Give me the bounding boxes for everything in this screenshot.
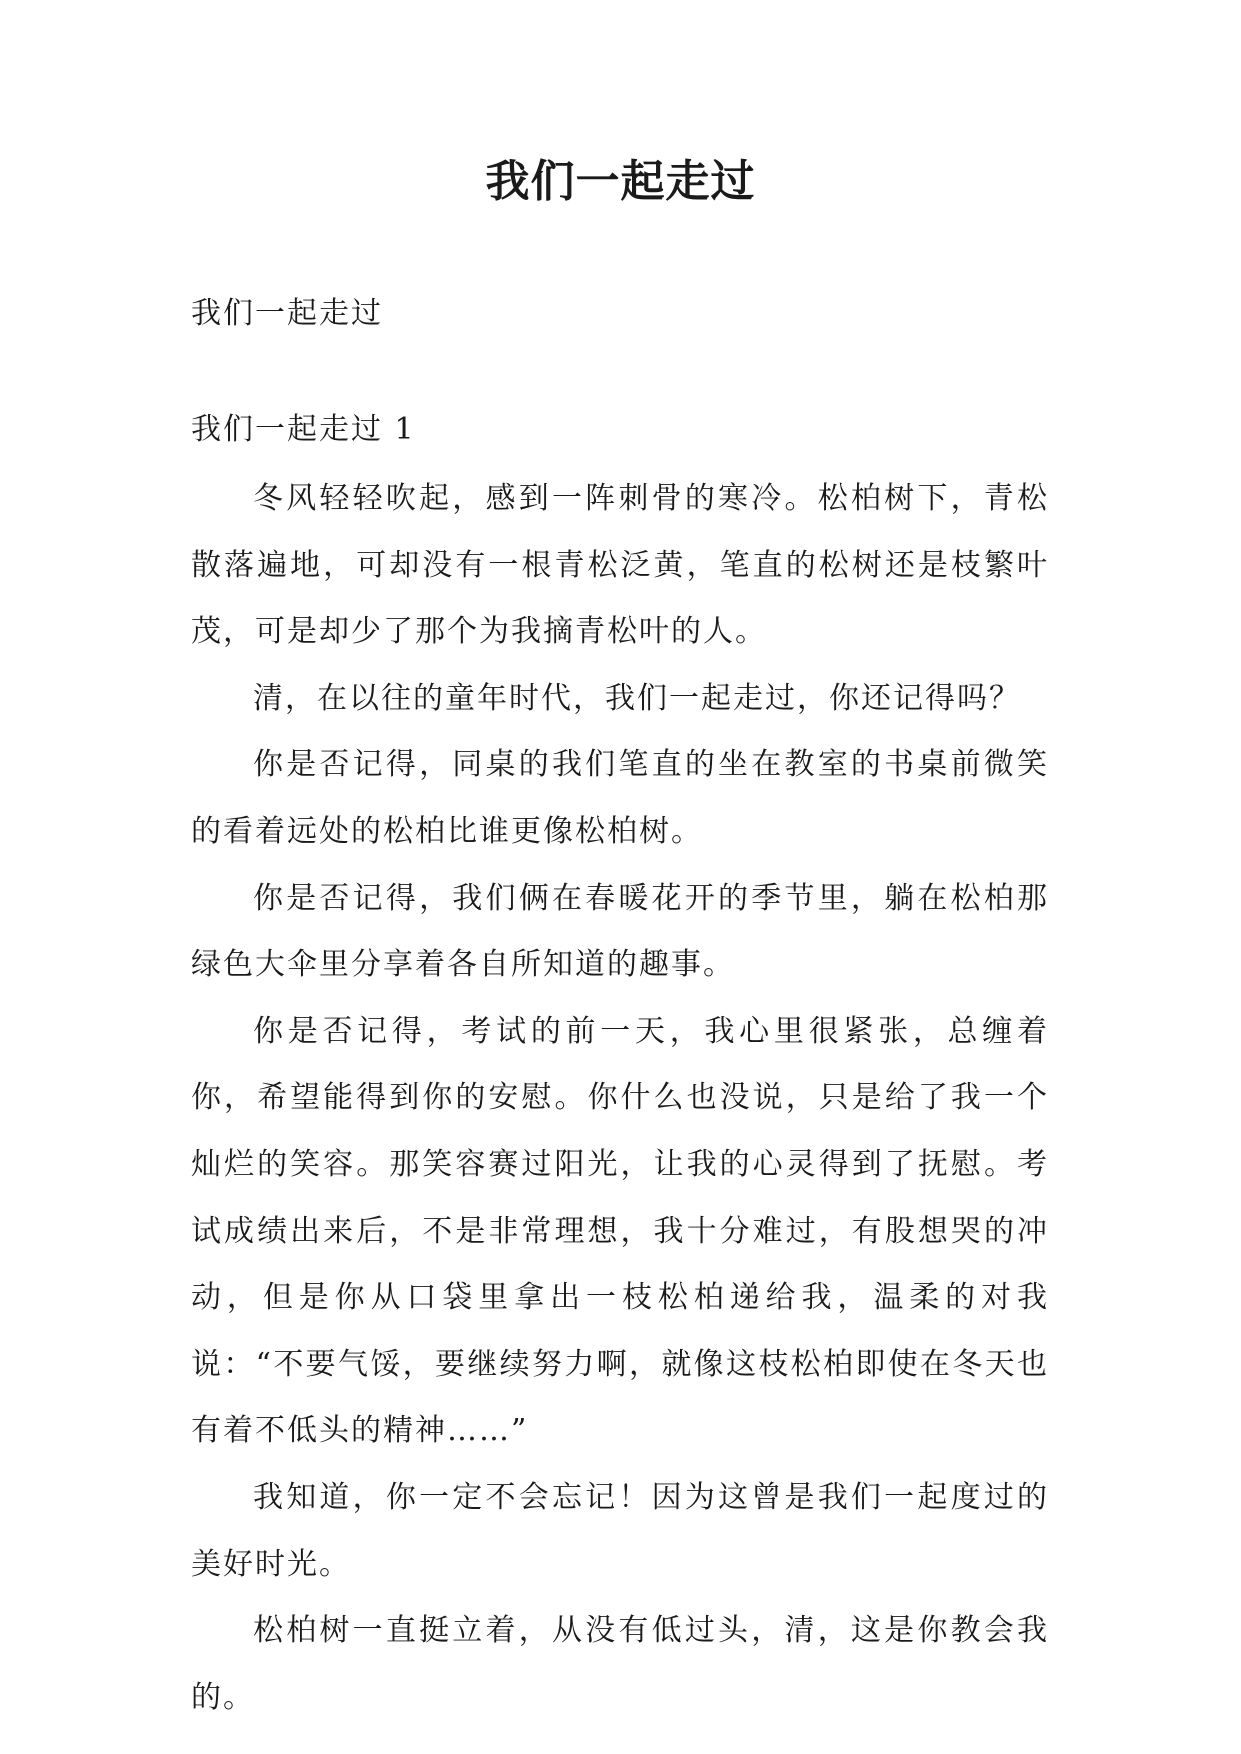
paragraph-7: 松柏树一直挺立着，从没有低过头，清，这是你教会我的。 (191, 1613, 1049, 1715)
paragraph-5: 你是否记得，考试的前一天，我心里很紧张，总缠着你，希望能得到你的安慰。你什么也没说，只是给了我一个灿烂的笑容。那笑容赛过阳光，让我的心灵得到了抚慰。考试成绩出来后，不是非常理想，我十分难过，有股想哭的冲动，但是你从口袋里拿出一枝松柏递给我，温柔的对我说：“不要气馁，要继续努力啊，就像这枝松柏即使在冬天也有着不低头的精神……” (191, 1013, 1049, 1449)
body-text (191, 466, 1049, 1731)
paragraph-1: 冬风轻轻吹起，感到一阵刺骨的寒冷。松柏树下，青松散落遍地，可却没有一根青松泛黄，笔直的松树还是枝繁叶茂，可是却少了那个为我摘青松叶的人。 (191, 481, 1049, 650)
paragraph-2: 清，在以往的童年时代，我们一起走过，你还记得吗？ (253, 680, 1021, 716)
section-heading: 我们一起走过 1 (191, 412, 416, 447)
paragraph-4: 你是否记得，我们俩在春暖花开的季节里，躺在松柏那绿色大伞里分享着各自所知道的趣事。 (191, 880, 1049, 983)
document-subtitle: 我们一起走过 (191, 296, 383, 331)
document-title: 我们一起走过 (485, 156, 756, 207)
paragraph-3: 你是否记得，同桌的我们笔直的坐在教室的书桌前微笑的看着远处的松柏比谁更像松柏树。 (191, 747, 1049, 849)
paragraph-6: 我知道，你一定不会忘记！因为这曾是我们一起度过的美好时光。 (191, 1479, 1049, 1582)
